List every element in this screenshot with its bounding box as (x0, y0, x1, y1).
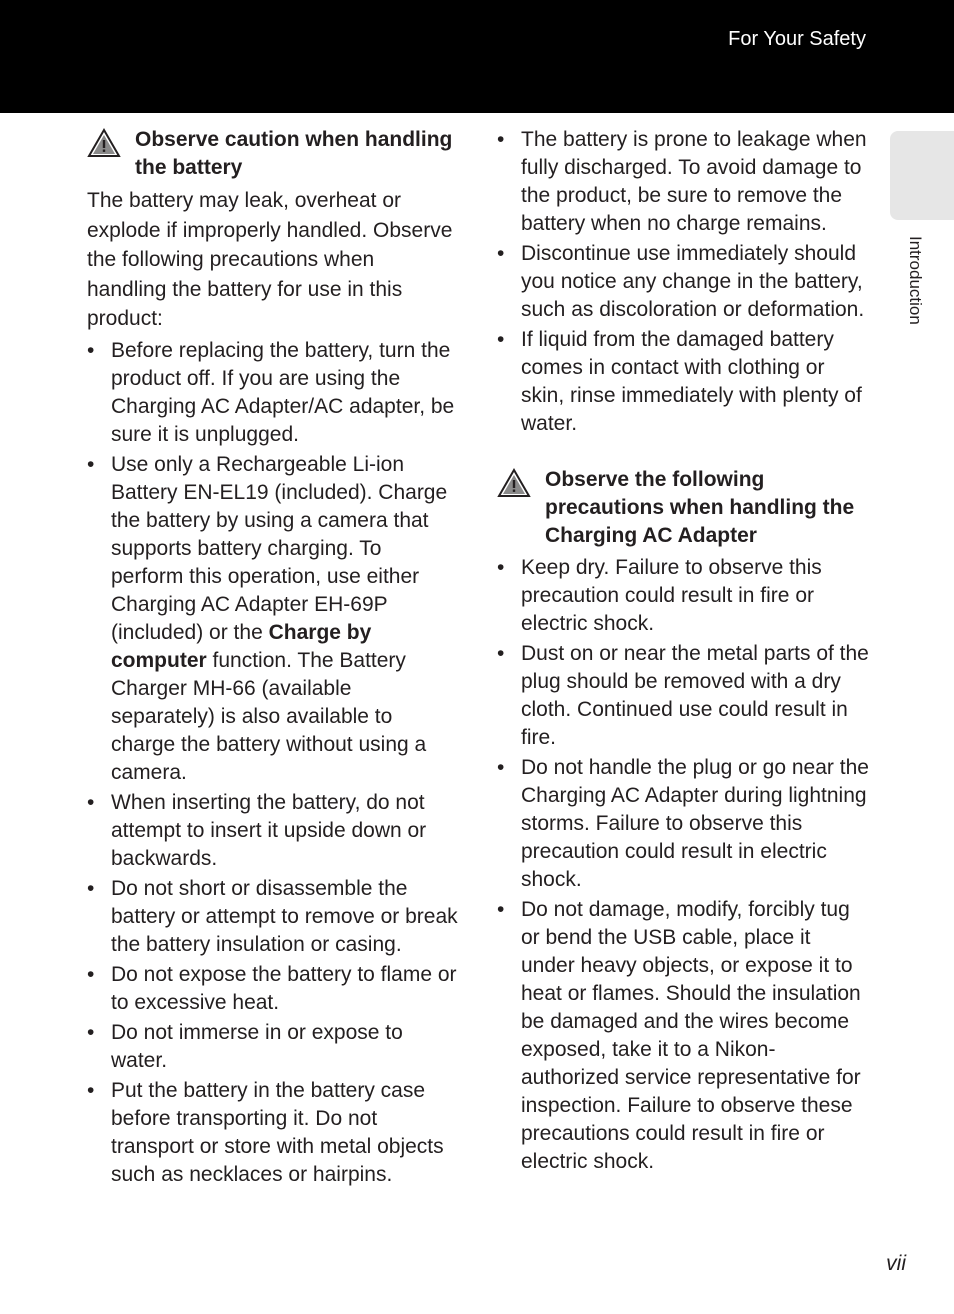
section-tab (890, 131, 954, 220)
heading-text: Observe the following precautions when handling the Charging AC Adapter (545, 468, 855, 547)
list-item: • When inserting the battery, do not attempt to insert it upside down or backwards. (87, 790, 427, 870)
page-number: vii (886, 1252, 906, 1275)
adapter-caution-heading (497, 466, 869, 550)
section-tab-label: Introduction (906, 236, 925, 325)
list-item: • Put the battery in the battery case before transporting it. Do not transport or store with metal objects such as necklaces or hairpins. (87, 1078, 444, 1186)
battery-bullet-list (87, 337, 459, 1189)
list-item: • Keep dry. Failure to observe this precaution could result in fire or electric shock. (497, 556, 822, 635)
list-item: • Do not handle the plug or go near the Charging AC Adapter during lightning storms. Failure to observe this precaution could result in electric shock. (497, 756, 869, 891)
list-item: • Discontinue use immediately should you notice any change in the battery, such as discoloration or deformation. (497, 242, 865, 321)
list-item: • Dust on or near the metal parts of the plug should be removed with a dry cloth. Continued use could result in fire. (497, 642, 869, 749)
heading-text: Observe caution when handling the battery (135, 128, 453, 179)
list-item: • If liquid from the damaged battery comes in contact with clothing or skin, rinse immediately with plenty of water. (497, 328, 862, 435)
list-item: • The battery is prone to leakage when fully discharged. To avoid damage to the product, be sure to remove the battery when no charge remains. (497, 128, 867, 235)
warning-icon (497, 468, 531, 498)
page-header (0, 0, 954, 113)
right-column (497, 126, 869, 1178)
bold-term: Charge by computer (111, 620, 372, 672)
battery-caution-heading (87, 126, 459, 182)
list-item: • Do not immerse in or expose to water. (87, 1020, 403, 1072)
adapter-bullet-list (497, 554, 869, 1176)
intro-paragraph: The battery may leak, overheat or explode if improperly handled. Observe the following precautions when handling the battery for use in this product: (87, 189, 453, 330)
left-column (87, 126, 459, 1191)
list-item: • Do not expose the battery to flame or to excessive heat. (87, 962, 457, 1014)
list-item: • Do not short or disassemble the battery or attempt to remove or break the battery insulation or casing. (87, 876, 458, 956)
list-item: • Do not damage, modify, forcibly tug or bend the USB cable, place it under heavy objects, or expose it to heat or flames. Should the insulation be damaged and the wires become exposed, take it to a Nikon-authorized service representative for inspection. Failure to observe these precautions could result in fire or electric shock. (497, 898, 861, 1173)
list-item: • Before replacing the battery, turn the product off. If you are using the Charging AC Adapter/AC adapter, be sure it is unplugged. (87, 338, 455, 446)
battery-bullet-list-continued (497, 126, 869, 438)
warning-icon (87, 128, 121, 158)
header-title: For Your Safety (728, 28, 866, 50)
list-item: • Use only a Rechargeable Li-ion Battery EN-EL19 (included). Charge the battery by using a camera that supports battery charging. To perform this operation, use either Charging AC Adapter EH-69P (included) or the Charge by computer function. The Battery Charger MH-66 (available separately) is also available to charge the battery without using a camera. (87, 452, 448, 784)
